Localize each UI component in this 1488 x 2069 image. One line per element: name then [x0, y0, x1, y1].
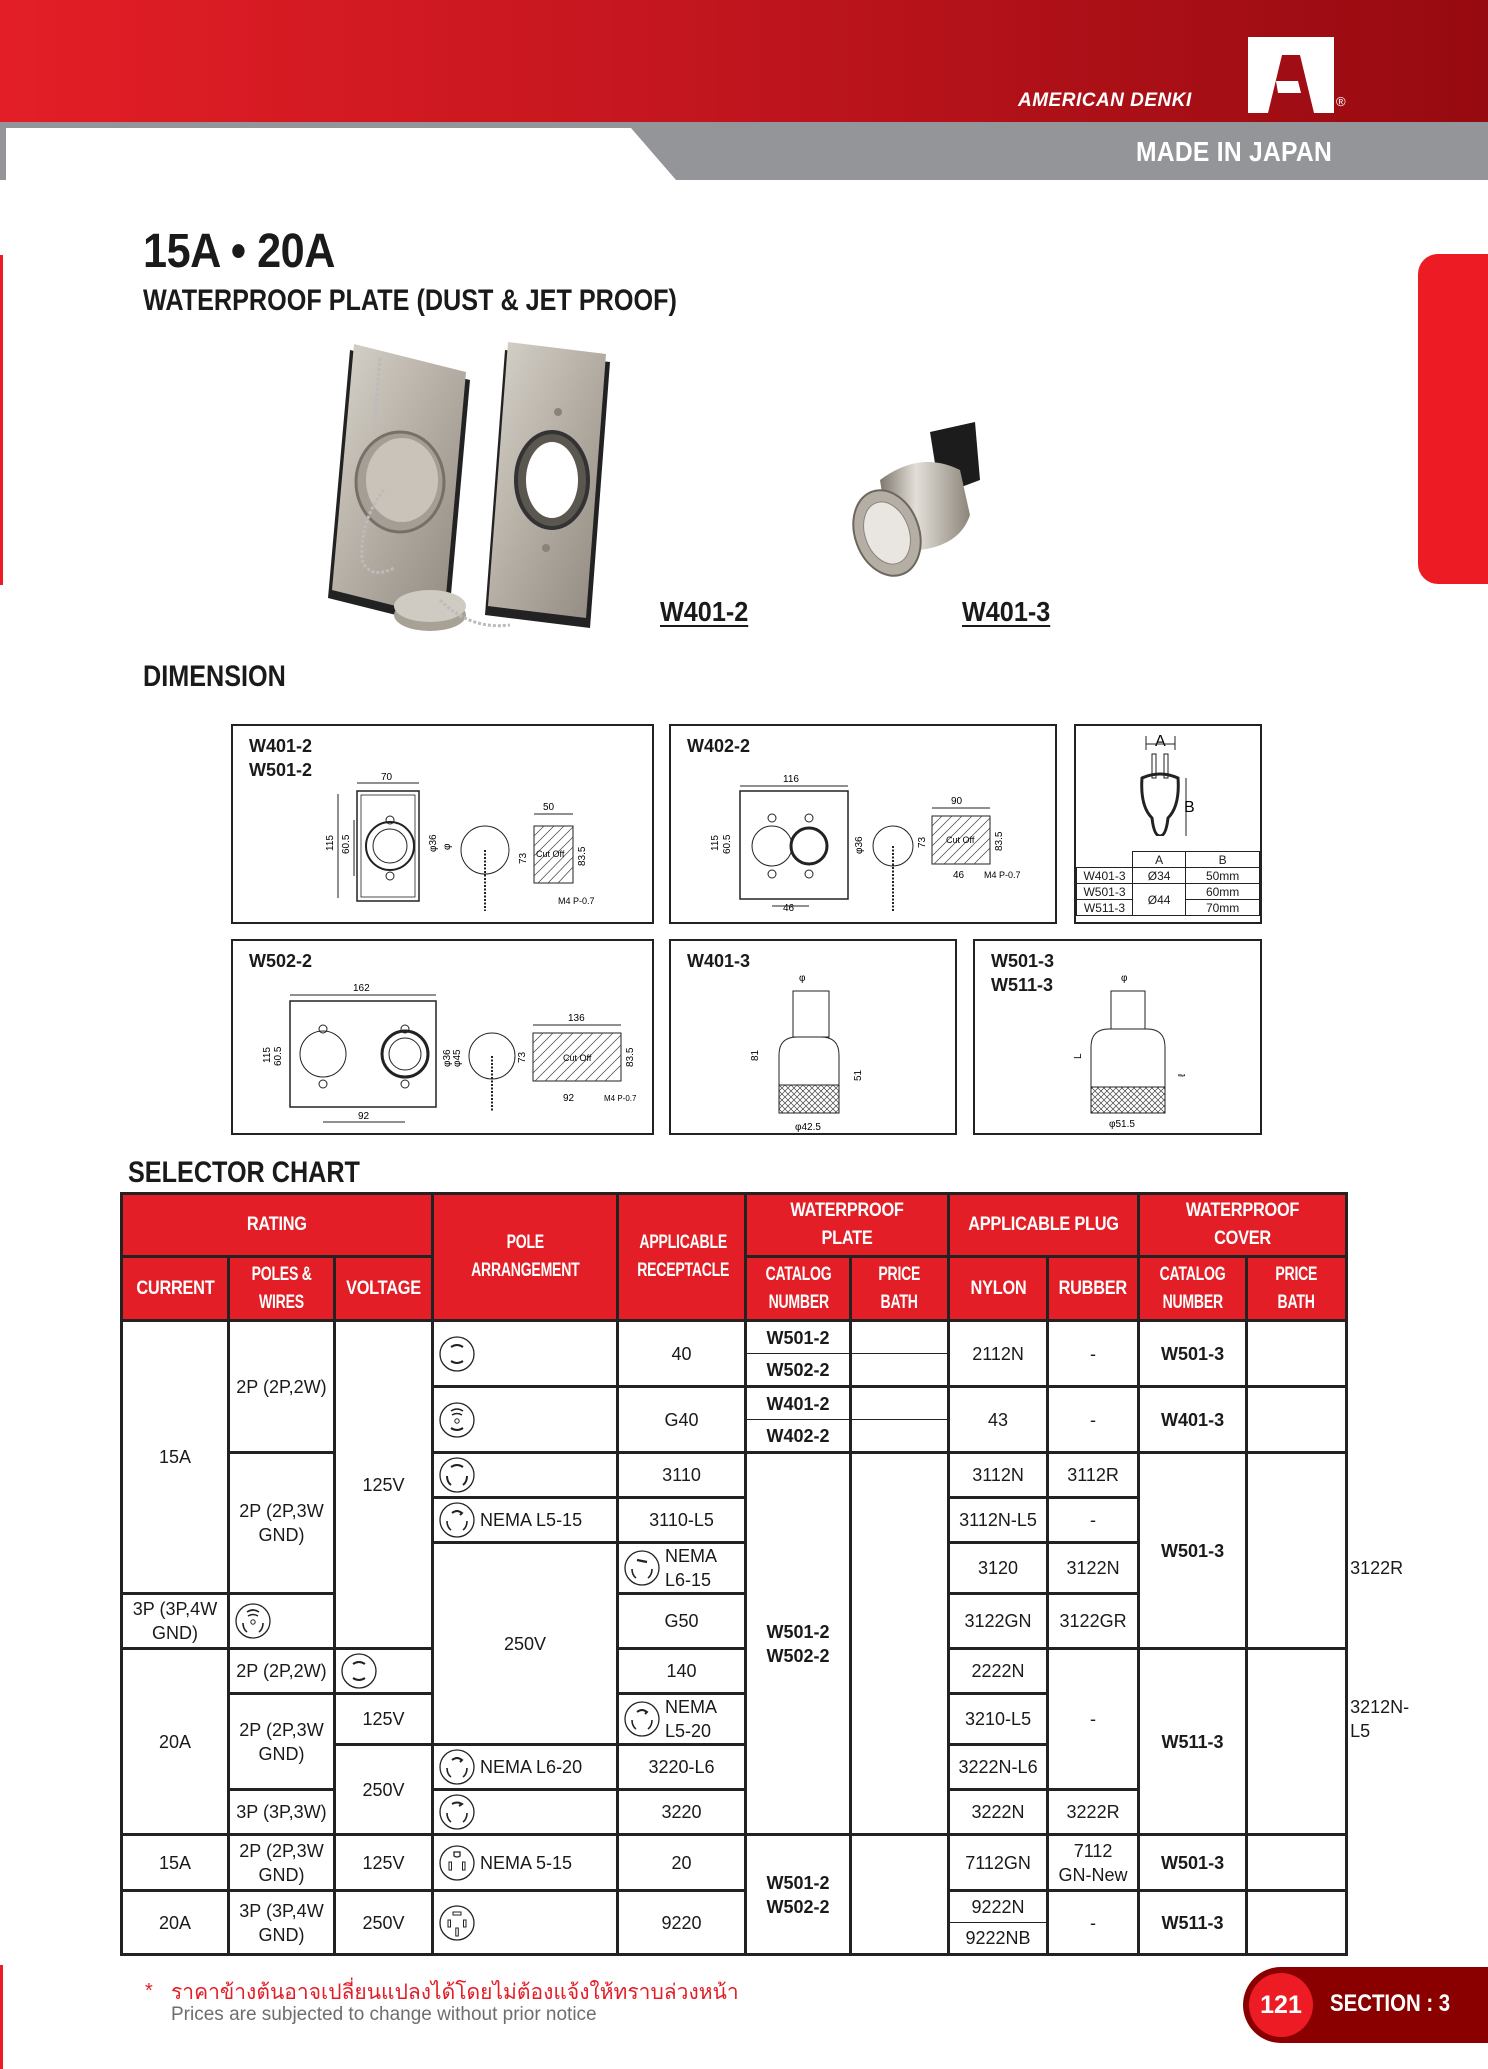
dimension-box-title: W402-2: [687, 736, 751, 756]
header-waterproof-plate: WATERPROOF PLATE: [746, 1194, 949, 1257]
cell-receptacle: 3110: [618, 1453, 746, 1498]
cell-cover-catalog: W511-3: [1139, 1891, 1247, 1955]
plug-cover-photo: [842, 422, 980, 585]
cell-pole-arrangement: [433, 1790, 618, 1835]
cell-pole-arrangement: [433, 1387, 618, 1453]
header-rubber: RUBBER: [1048, 1257, 1139, 1321]
page-subtitle: WATERPROOF PLATE (DUST & JET PROOF): [143, 284, 677, 317]
svg-text:162: 162: [353, 983, 370, 994]
three-pole-locking-icon: [438, 1456, 476, 1494]
svg-text:46: 46: [953, 870, 965, 881]
nema-l6-locking-icon: [623, 1549, 661, 1587]
cell-cover-price: [1247, 1649, 1347, 1835]
cell-rubber: 3112R: [1048, 1453, 1139, 1498]
product-label-w401-3: W401-3: [962, 596, 1051, 627]
cell-pole-arrangement: [335, 1649, 433, 1694]
cell-nylon: 2222N: [949, 1649, 1048, 1694]
cell-pole-arrangement: NEMA L6-20: [433, 1745, 618, 1790]
svg-text:φ36: φ36: [442, 1049, 453, 1067]
four-pole-locking-icon: [234, 1602, 272, 1640]
dimension-box-w502-2: [231, 939, 654, 1135]
svg-text:60.5: 60.5: [722, 834, 733, 854]
table-row: [122, 1891, 1347, 1923]
header-voltage: VOLTAGE: [335, 1257, 433, 1321]
svg-text:φ: φ: [442, 843, 453, 850]
cell-poles-wires: 2P (2P,2W): [229, 1321, 335, 1453]
svg-text:90: 90: [951, 796, 963, 807]
nema-5-15-straight-icon: [438, 1844, 476, 1882]
cell-plate-price: [851, 1387, 949, 1420]
cell-receptacle: 40: [618, 1321, 746, 1387]
cell-plate-catalog: W502-2: [746, 1354, 851, 1387]
svg-text:ℓ: ℓ: [1177, 1073, 1188, 1077]
svg-text:92: 92: [358, 1111, 370, 1122]
page-number: 121: [1249, 1973, 1313, 2037]
cell-receptacle: 20: [618, 1835, 746, 1891]
w402-2-drawing: [671, 726, 1059, 926]
svg-text:M4 P-0.7: M4 P-0.7: [604, 1094, 637, 1103]
cell-pole-arrangement: [433, 1321, 618, 1387]
cell-receptacle: 3220: [618, 1790, 746, 1835]
header-current: CURRENT: [122, 1257, 229, 1321]
dimension-box-title: W501-3 W511-3: [991, 951, 1055, 995]
svg-text:60.5: 60.5: [273, 1046, 284, 1066]
svg-text:116: 116: [783, 774, 799, 785]
cell-current: 15A: [122, 1835, 229, 1891]
two-pole-ground-locking-icon: [438, 1401, 476, 1439]
left-edge-bar: [0, 255, 3, 585]
four-pole-straight-icon: [438, 1904, 476, 1942]
cell-nylon: 3222N: [949, 1790, 1048, 1835]
cell-plate-catalog: W401-2: [746, 1387, 851, 1420]
header-cover-catalog-number: CATALOG NUMBER: [1139, 1257, 1247, 1321]
cell-cover-price: [1247, 1891, 1347, 1955]
cell-receptacle: G50: [618, 1594, 746, 1649]
dimension-box-title: W401-2 W501-2: [249, 736, 313, 780]
table-row: [122, 1835, 1347, 1891]
cell-rubber: -: [1048, 1649, 1139, 1790]
brand-name: AMERICAN DENKI: [1018, 90, 1192, 111]
svg-text:φ36: φ36: [428, 834, 439, 852]
svg-text:M4 P-0.7: M4 P-0.7: [558, 896, 595, 906]
cell-plate-catalog: W501-2: [746, 1321, 851, 1354]
w501-3-drawing: [975, 941, 1264, 1137]
cell-nylon: 2112N: [949, 1321, 1048, 1387]
svg-text:A: A: [1155, 733, 1166, 750]
cell-current: 20A: [122, 1649, 229, 1835]
cell-plate-price: [851, 1453, 949, 1835]
cell-cover-price: [1247, 1835, 1347, 1891]
cell-nylon: 43: [949, 1387, 1048, 1453]
svg-text:115: 115: [262, 1047, 273, 1063]
plug-outline-drawing: [1076, 726, 1264, 836]
table-row: 2P (2P,3W GND) 125V NEMA L5-20 3210-L5 3212N-L5: [122, 1694, 1347, 1745]
header-plate-price-bath: PRICE BATH: [851, 1257, 949, 1321]
note-marker: *: [145, 1980, 153, 2002]
cell-receptacle: 3110-L5: [618, 1498, 746, 1543]
dimension-box-w501-3: [973, 939, 1262, 1135]
cell-pole-arrangement: NEMA L5-15: [433, 1498, 618, 1543]
cell-current: 15A: [122, 1321, 229, 1594]
dimension-box-title: W502-2: [249, 951, 313, 971]
plate-with-cap-photo: [328, 344, 470, 628]
cell-voltage: 250V: [335, 1891, 433, 1955]
made-in-japan-tagline: MADE IN JAPAN: [1136, 136, 1333, 167]
svg-text:φ: φ: [1121, 973, 1128, 984]
page-title: 15A • 20A: [143, 225, 335, 278]
nema-l6-locking-icon: [438, 1748, 476, 1786]
cell-poles-wires: 2P (2P,3W GND): [229, 1453, 335, 1594]
dimension-box-w402-2: [669, 724, 1057, 924]
header-white-cutout: [6, 128, 676, 180]
w502-2-drawing: [233, 941, 656, 1137]
cell-nylon: 3222N-L6: [949, 1745, 1048, 1790]
cell-nylon: 3112N-L5: [949, 1498, 1048, 1543]
cell-pole-arrangement: NEMA L5-20: [618, 1694, 746, 1745]
header-waterproof-cover: WATERPROOF COVER: [1139, 1194, 1347, 1257]
svg-text:L: L: [1073, 1053, 1084, 1059]
cell-pole-arrangement: [229, 1594, 335, 1649]
cell-rubber: -: [1048, 1387, 1139, 1453]
two-pole-locking-icon: [438, 1335, 476, 1373]
cell-plate-price: [851, 1354, 949, 1387]
cell-poles-wires: 3P (3P,4W GND): [229, 1891, 335, 1955]
svg-text:50: 50: [543, 802, 555, 813]
w401-3-drawing: [671, 941, 959, 1137]
cell-voltage: 125V: [335, 1694, 433, 1745]
cell-plate-price: [851, 1835, 949, 1955]
cell-rubber: -: [1048, 1498, 1139, 1543]
selector-chart-table: [120, 1192, 1410, 1956]
table-row: [122, 1649, 1347, 1694]
product-photos: [320, 330, 1100, 640]
cell-pole-arrangement: NEMA L6-15: [618, 1543, 746, 1594]
w401-2-drawing: [233, 726, 656, 926]
svg-text:φ51.5: φ51.5: [1109, 1119, 1135, 1130]
cell-cover-catalog: W501-3: [1139, 1321, 1247, 1387]
svg-text:Cut Off: Cut Off: [946, 835, 975, 845]
cell-poles-wires: 3P (3P,3W): [229, 1790, 335, 1835]
cell-voltage: 250V: [433, 1543, 618, 1745]
svg-text:73: 73: [517, 1051, 528, 1063]
header-applicable-receptacle: APPLICABLE RECEPTACLE: [618, 1194, 746, 1321]
cell-pole-arrangement: NEMA 5-15: [433, 1835, 618, 1891]
cell-plate-catalog-merged: W501-2 W502-2: [746, 1835, 851, 1955]
cell-cover-catalog: W511-3: [1139, 1649, 1247, 1835]
cell-cover-catalog: W401-3: [1139, 1387, 1247, 1453]
svg-text:B: B: [1184, 799, 1195, 816]
svg-text:60.5: 60.5: [341, 834, 352, 854]
svg-text:51: 51: [853, 1069, 864, 1081]
cell-receptacle: 3120: [949, 1543, 1048, 1594]
cell-poles-wires: 2P (2P,3W GND): [229, 1694, 335, 1790]
cell-voltage: 250V: [335, 1745, 433, 1835]
svg-text:83.5: 83.5: [577, 846, 588, 866]
cell-poles-wires: 2P (2P,2W): [229, 1649, 335, 1694]
cell-receptacle: 140: [618, 1649, 746, 1694]
header-poles-wires: POLES & WIRES: [229, 1257, 335, 1321]
cell-plate-price: [851, 1321, 949, 1354]
cell-nylon: 9222NB: [949, 1923, 1048, 1955]
nema-l5-locking-icon: [623, 1700, 661, 1738]
cell-cover-price: [1247, 1453, 1347, 1649]
cell-cover-price: [1247, 1387, 1347, 1453]
svg-text:136: 136: [568, 1013, 585, 1024]
cell-nylon: 7112GN: [949, 1835, 1048, 1891]
cell-pole-arrangement: [433, 1453, 618, 1498]
left-edge-bar-bottom: [0, 1965, 3, 2069]
svg-text:73: 73: [917, 836, 928, 848]
cell-plate-catalog: W402-2: [746, 1420, 851, 1453]
american-denki-logo-icon: [1248, 37, 1334, 113]
cell-receptacle: 3220-L6: [618, 1745, 746, 1790]
product-label-w401-2: W401-2: [660, 596, 749, 627]
cell-nylon: 3122GN: [949, 1594, 1048, 1649]
cell-receptacle: 9220: [618, 1891, 746, 1955]
plug-dimension-box: [1074, 724, 1262, 924]
table-row: [122, 1321, 1347, 1354]
header-pole-arrangement: POLE ARRANGEMENT: [433, 1194, 618, 1321]
section-side-tab: [1418, 254, 1488, 584]
svg-text:83.5: 83.5: [625, 1047, 636, 1067]
svg-text:Cut Off: Cut Off: [536, 849, 565, 859]
header-cover-price-bath: PRICE BATH: [1247, 1257, 1347, 1321]
svg-text:46: 46: [783, 903, 795, 914]
section-label: SECTION : 3: [1330, 1990, 1451, 2017]
svg-text:φ36: φ36: [854, 836, 865, 854]
nema-l5-locking-icon: [438, 1501, 476, 1539]
svg-text:M4 P-0.7: M4 P-0.7: [984, 870, 1021, 880]
header-plate-catalog-number: CATALOG NUMBER: [746, 1257, 851, 1321]
cell-nylon: 9222N: [949, 1891, 1048, 1923]
header-rating: RATING: [122, 1194, 433, 1257]
cell-receptacle: G40: [618, 1387, 746, 1453]
svg-text:73: 73: [518, 852, 529, 864]
cell-rubber: -: [1048, 1891, 1139, 1955]
svg-text:Cut Off: Cut Off: [563, 1053, 592, 1063]
cell-voltage: 125V: [335, 1321, 433, 1649]
dimension-box-w401-2: [231, 724, 654, 924]
header-nylon: NYLON: [949, 1257, 1048, 1321]
registered-mark: ®: [1336, 94, 1346, 109]
header-applicable-plug: APPLICABLE PLUG: [949, 1194, 1139, 1257]
svg-text:φ: φ: [799, 973, 806, 984]
two-pole-locking-icon: [340, 1652, 378, 1690]
cell-nylon: 3122N: [1048, 1543, 1139, 1594]
cell-rubber: 3222R: [1048, 1790, 1139, 1835]
cell-plate-catalog-merged: W501-2 W502-2: [746, 1453, 851, 1835]
table-row: 250V NEMA L6-15 3120 3122N 3122R: [122, 1543, 1347, 1594]
dimension-box-w401-3: [669, 939, 957, 1135]
svg-text:115: 115: [710, 835, 721, 851]
price-note-english: Prices are subjected to change without prior notice: [171, 2004, 597, 2025]
dim-width: 70: [381, 772, 393, 783]
cell-voltage: 125V: [335, 1835, 433, 1891]
dimension-box-title: W401-3: [687, 951, 751, 971]
cell-poles-wires: 3P (3P,4W GND): [122, 1594, 229, 1649]
cell-nylon: 3112N: [949, 1453, 1048, 1498]
plate-open-photo: [485, 342, 610, 628]
selector-chart-heading: SELECTOR CHART: [128, 1156, 360, 1189]
cell-receptacle: 3210-L5: [949, 1694, 1048, 1745]
cell-poles-wires: 2P (2P,3W GND): [229, 1835, 335, 1891]
three-pole-locking-icon: [438, 1793, 476, 1831]
cell-plate-price: [851, 1420, 949, 1453]
cell-rubber: 3122GR: [1048, 1594, 1139, 1649]
header-left-strip: [0, 122, 4, 180]
plug-dimension-table: A B W401-3 Ø34 50mm W501-3 Ø44 60mm W511-3 70mm: [1076, 851, 1260, 916]
cell-pole-arrangement: [433, 1891, 618, 1955]
cell-cover-catalog: W501-3: [1139, 1835, 1247, 1891]
cell-cover-catalog: W501-3: [1139, 1453, 1247, 1649]
cell-rubber: -: [1048, 1321, 1139, 1387]
cell-rubber: 7112 GN-New: [1048, 1835, 1139, 1891]
price-note-thai: ราคาข้างต้นอาจเปลี่ยนแปลงได้โดยไม่ต้องแจ้งให้ทราบล่วงหน้า: [171, 1981, 739, 2004]
cell-cover-price: [1247, 1321, 1347, 1387]
cell-current: 20A: [122, 1891, 229, 1955]
svg-text:φ42.5: φ42.5: [795, 1122, 821, 1133]
svg-text:83.5: 83.5: [994, 831, 1005, 851]
svg-text:φ45: φ45: [452, 1049, 463, 1067]
svg-text:81: 81: [750, 1049, 761, 1061]
table-row: [122, 1453, 1347, 1498]
svg-text:92: 92: [563, 1093, 575, 1104]
dimension-heading: DIMENSION: [143, 660, 286, 693]
svg-text:115: 115: [325, 835, 336, 851]
